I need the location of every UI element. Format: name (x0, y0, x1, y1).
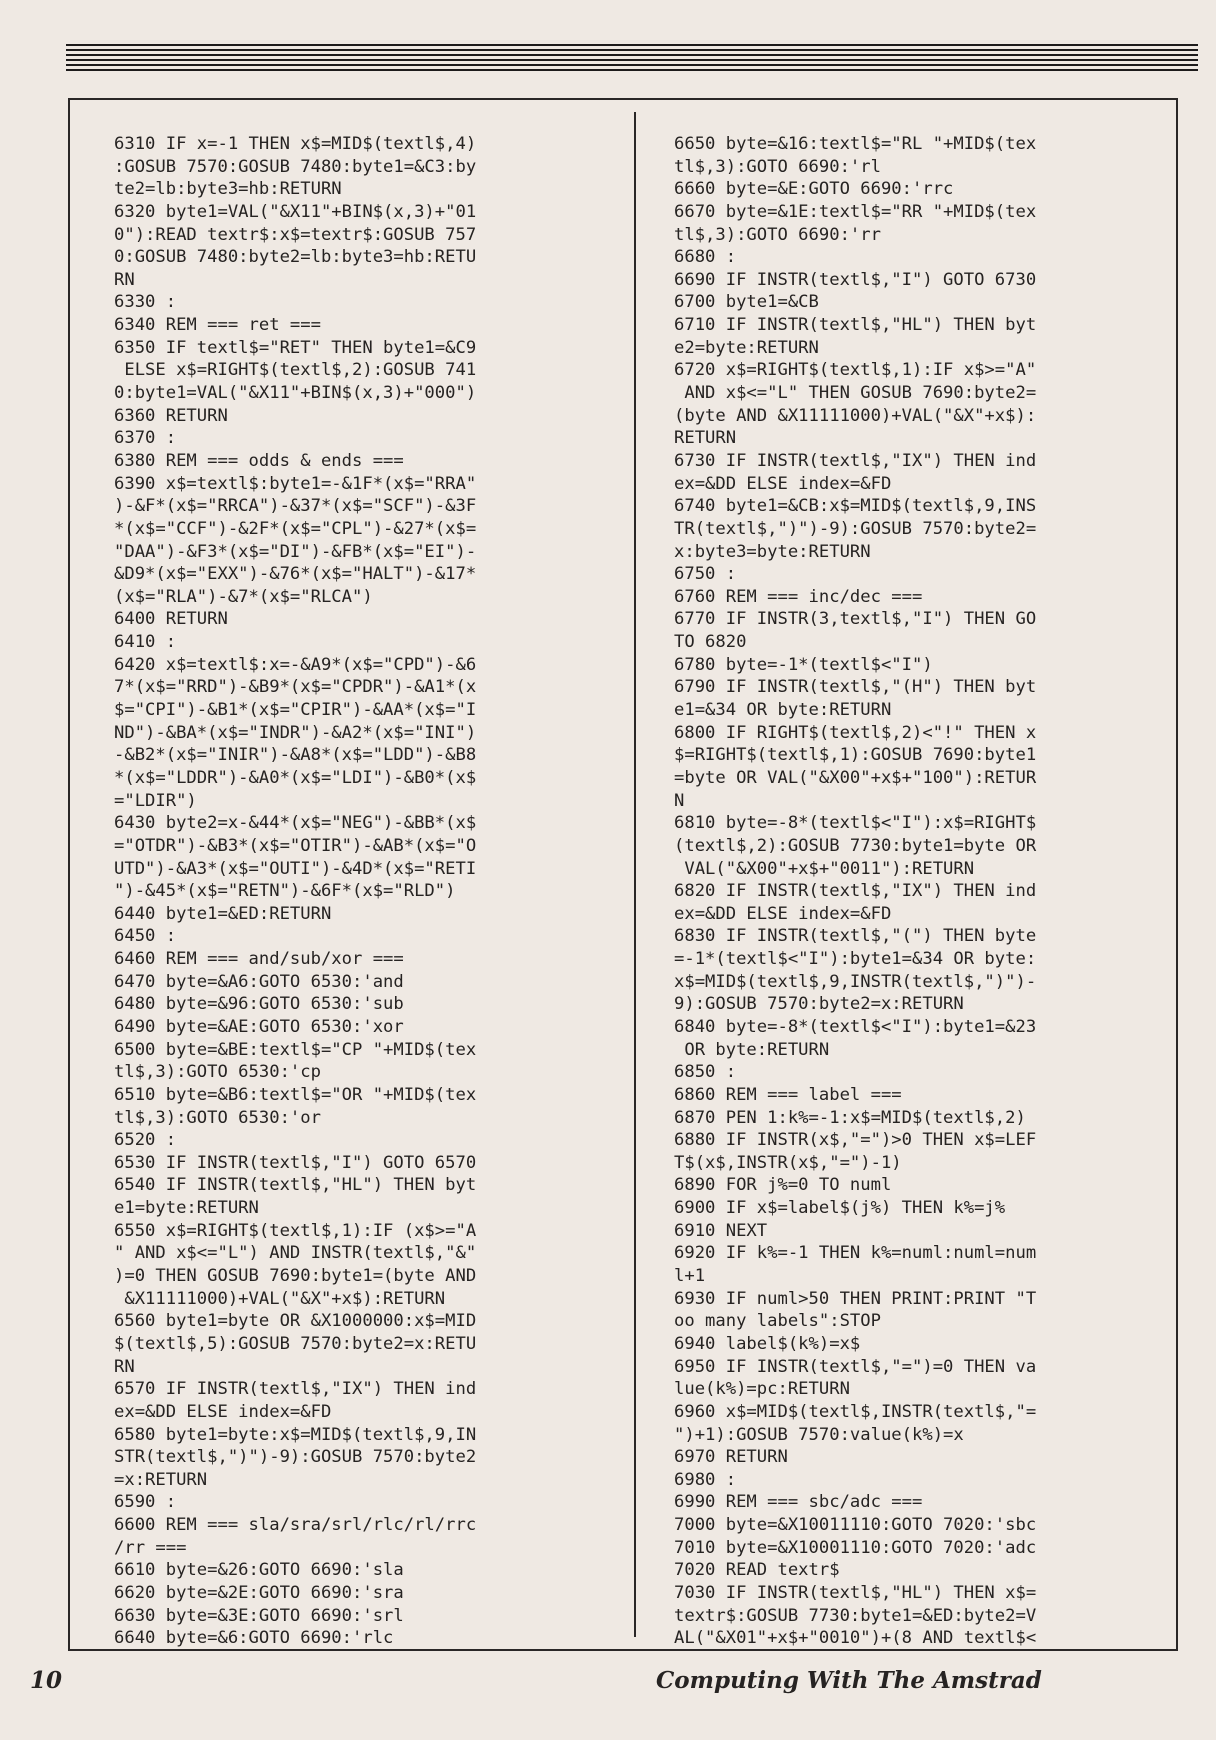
code-line: (x$="RLA")-&7*(x$="RLCA") (114, 586, 373, 607)
code-line: 6340 REM === ret === (114, 315, 321, 336)
code-line: RETURN (674, 428, 737, 449)
code-line: 6530 IF INSTR(textl$,"I") GOTO 6570 (114, 1152, 477, 1173)
code-line: 6470 byte=&A6:GOTO 6530:'and (114, 971, 404, 992)
code-line: ="LDIR") (114, 790, 197, 811)
code-line: 6480 byte=&96:GOTO 6530:'sub (114, 994, 404, 1015)
code-line: 6660 byte=&E:GOTO 6690:'rrc (674, 179, 954, 200)
code-line: l+1 (674, 1266, 706, 1287)
code-line: 6890 FOR j%=0 TO numl (674, 1175, 892, 1196)
code-line: 6520 : (114, 1130, 177, 1151)
code-line: 6620 byte=&2E:GOTO 6690:'sra (114, 1583, 404, 1603)
code-line: 9):GOSUB 7570:byte2=x:RETURN (674, 994, 964, 1015)
code-line: 6820 IF INSTR(textl$,"IX") THEN ind (674, 881, 1037, 902)
code-line: =byte OR VAL("&X00"+x$+"100"):RETUR (674, 767, 1037, 788)
code-line: e1=&34 OR byte:RETURN (674, 700, 892, 721)
code-line: 6760 REM === inc/dec === (674, 586, 923, 607)
code-line: $="CPI")-&B1*(x$="CPIR")-&AA*(x$="I (114, 700, 477, 721)
code-line: $(textl$,5):GOSUB 7570:byte2=x:RETU (114, 1333, 477, 1354)
code-line: 6490 byte=&AE:GOTO 6530:'xor (114, 1016, 404, 1037)
code-line: 6930 IF numl>50 THEN PRINT:PRINT "T (674, 1288, 1037, 1309)
code-line: 6780 byte=-1*(textl$<"I") (674, 654, 933, 675)
code-line: 6850 : (674, 1062, 737, 1083)
code-line: =x:RETURN (114, 1469, 208, 1490)
code-line: 6740 byte1=&CB:x$=MID$(textl$,9,INS (674, 496, 1037, 517)
code-line: ex=&DD ELSE index=&FD (114, 1401, 332, 1422)
code-line: 6710 IF INSTR(textl$,"HL") THEN byt (674, 315, 1037, 336)
listing-left-column (114, 133, 619, 1650)
code-line: 7030 IF INSTR(textl$,"HL") THEN x$= (674, 1583, 1037, 1603)
code-line: 6810 byte=-8*(textl$<"I"):x$=RIGHT$ (674, 813, 1037, 834)
code-line: 6680 : (674, 247, 737, 268)
code-line: :GOSUB 7570:GOSUB 7480:byte1=&C3:by (114, 156, 477, 177)
column-divider (634, 112, 636, 1637)
code-line: 6990 REM === sbc/adc === (674, 1492, 923, 1513)
code-line: oo many labels":STOP (674, 1311, 881, 1332)
code-line: 6800 IF RIGHT$(textl$,2)<"!" THEN x (674, 722, 1037, 743)
code-line: 6570 IF INSTR(textl$,"IX") THEN ind (114, 1379, 477, 1400)
code-line: 6580 byte1=byte:x$=MID$(textl$,9,IN (114, 1424, 477, 1445)
code-line: 6960 x$=MID$(textl$,INSTR(textl$,"= (674, 1401, 1037, 1422)
code-line: )-&F*(x$="RRCA")-&37*(x$="SCF")-&3F (114, 496, 477, 517)
code-line: 7020 READ textr$ (674, 1560, 840, 1581)
code-line: 6450 : (114, 926, 177, 947)
code-line: 6670 byte=&1E:textl$="RR "+MID$(tex (674, 201, 1037, 222)
code-line: 6600 REM === sla/sra/srl/rlc/rl/rrc (114, 1515, 477, 1536)
code-line: STR(textl$,")")-9):GOSUB 7570:byte2 (114, 1447, 477, 1468)
code-line: *(x$="LDDR")-&A0*(x$="LDI")-&B0*(x$ (114, 767, 477, 788)
code-line: x:byte3=byte:RETURN (674, 541, 871, 562)
code-line: 6860 REM === label === (674, 1084, 902, 1105)
code-line: 6790 IF INSTR(textl$,"(H") THEN byt (674, 677, 1037, 698)
code-line: 6370 : (114, 428, 177, 449)
code-line: 6630 byte=&3E:GOTO 6690:'srl (114, 1605, 404, 1626)
code-line: =-1*(textl$<"I"):byte1=&34 OR byte: (674, 949, 1037, 970)
code-line: /rr === (114, 1537, 187, 1558)
code-line: 6650 byte=&16:textl$="RL "+MID$(tex (674, 134, 1037, 154)
listing-right-column (674, 133, 1160, 1650)
code-line: 6360 RETURN (114, 405, 228, 426)
code-line: 6420 x$=textl$:x=-&A9*(x$="CPD")-&6 (114, 654, 477, 675)
code-line: 6460 REM === and/sub/xor === (114, 949, 404, 970)
code-line: 6500 byte=&BE:textl$="CP "+MID$(tex (114, 1039, 477, 1060)
code-line: 6400 RETURN (114, 609, 228, 630)
code-line: 7000 byte=&X10011110:GOTO 7020:'sbc (674, 1515, 1037, 1536)
code-line: ")+1):GOSUB 7570:value(k%)=x (674, 1424, 964, 1445)
code-line: &D9*(x$="EXX")-&76*(x$="HALT")-&17* (114, 564, 477, 585)
code-line: (byte AND &X11111000)+VAL("&X"+x$): (674, 405, 1037, 426)
code-line: 6350 IF textl$="RET" THEN byte1=&C9 (114, 337, 477, 358)
code-line: 6310 IF x=-1 THEN x$=MID$(textl$,4) (114, 134, 477, 154)
code-line: 6770 IF INSTR(3,textl$,"I") THEN GO (674, 609, 1037, 630)
code-line: T$(x$,INSTR(x$,"=")-1) (674, 1152, 902, 1173)
code-line: e1=byte:RETURN (114, 1198, 259, 1219)
code-line: ELSE x$=RIGHT$(textl$,2):GOSUB 741 (114, 360, 477, 381)
code-line: -&B2*(x$="INIR")-&A8*(x$="LDD")-&B8 (114, 745, 477, 766)
code-line: ex=&DD ELSE index=&FD (674, 473, 892, 494)
code-line: 6560 byte1=byte OR &X1000000:x$=MID (114, 1311, 477, 1332)
page-number: 10 (30, 1667, 63, 1694)
code-line: 6750 : (674, 564, 737, 585)
code-line: 7010 byte=&X10001110:GOTO 7020:'adc (674, 1537, 1037, 1558)
code-line: 6430 byte2=x-&44*(x$="NEG")-&BB*(x$ (114, 813, 477, 834)
code-line: AL("&X01"+x$+"0010")+(8 AND textl$< (674, 1628, 1037, 1649)
code-line: 6690 IF INSTR(textl$,"I") GOTO 6730 (674, 269, 1037, 290)
code-line: 6940 label$(k%)=x$ (674, 1333, 861, 1354)
code-line: $=RIGHT$(textl$,1):GOSUB 7690:byte1 (674, 745, 1037, 766)
magazine-title: Computing With The Amstrad (656, 1667, 1042, 1694)
code-line: 6380 REM === odds & ends === (114, 450, 404, 471)
code-line: UTD")-&A3*(x$="OUTI")-&4D*(x$="RETI (114, 858, 477, 879)
code-line: e2=byte:RETURN (674, 337, 819, 358)
code-line: VAL("&X00"+x$+"0011"):RETURN (674, 858, 975, 879)
code-line: 6610 byte=&26:GOTO 6690:'sla (114, 1560, 404, 1581)
code-line: "DAA")-&F3*(x$="DI")-&FB*(x$="EI")- (114, 541, 477, 562)
code-line: 6590 : (114, 1492, 177, 1513)
code-line: 6330 : (114, 292, 177, 313)
code-line: x$=MID$(textl$,9,INSTR(textl$,")")- (674, 971, 1037, 992)
code-line: TR(textl$,")")-9):GOSUB 7570:byte2= (674, 518, 1037, 539)
code-line: 0"):READ textr$:x$=textr$:GOSUB 757 (114, 224, 477, 245)
code-line: 6840 byte=-8*(textl$<"I"):byte1=&23 (674, 1016, 1037, 1037)
code-line: &X11111000)+VAL("&X"+x$):RETURN (114, 1288, 446, 1309)
code-line: tl$,3):GOTO 6530:'or (114, 1107, 321, 1128)
code-line: 6980 : (674, 1469, 737, 1490)
code-line: RN (114, 1356, 135, 1377)
code-line: 6440 byte1=&ED:RETURN (114, 903, 332, 924)
code-line: (textl$,2):GOSUB 7730:byte1=byte OR (674, 835, 1037, 856)
code-line: ND")-&BA*(x$="INDR")-&A2*(x$="INI") (114, 722, 477, 743)
code-line: 6320 byte1=VAL("&X11"+BIN$(x,3)+"01 (114, 201, 477, 222)
code-line: 6830 IF INSTR(textl$,"(") THEN byte (674, 926, 1037, 947)
code-line: 0:GOSUB 7480:byte2=lb:byte3=hb:RETU (114, 247, 477, 268)
code-line: 6540 IF INSTR(textl$,"HL") THEN byt (114, 1175, 477, 1196)
code-line: RN (114, 269, 135, 290)
code-line: 6970 RETURN (674, 1447, 788, 1468)
code-line: 6920 IF k%=-1 THEN k%=numl:numl=num (674, 1243, 1037, 1264)
code-line: tl$,3):GOTO 6530:'cp (114, 1062, 321, 1083)
header-rule (66, 44, 1198, 74)
code-line: 6510 byte=&B6:textl$="OR "+MID$(tex (114, 1084, 477, 1105)
code-line: ex=&DD ELSE index=&FD (674, 903, 892, 924)
code-line: 6910 NEXT (674, 1220, 768, 1241)
code-line: 6720 x$=RIGHT$(textl$,1):IF x$>="A" (674, 360, 1037, 381)
code-line: 6410 : (114, 632, 177, 653)
code-line: tl$,3):GOTO 6690:'rr (674, 224, 881, 245)
code-line: 0:byte1=VAL("&X11"+BIN$(x,3)+"000") (114, 383, 477, 404)
code-line: OR byte:RETURN (674, 1039, 830, 1060)
code-line: *(x$="CCF")-&2F*(x$="CPL")-&27*(x$= (114, 518, 477, 539)
code-line: te2=lb:byte3=hb:RETURN (114, 179, 342, 200)
code-line: textr$:GOSUB 7730:byte1=&ED:byte2=V (674, 1605, 1037, 1626)
code-line: ="OTDR")-&B3*(x$="OTIR")-&AB*(x$="O (114, 835, 477, 856)
code-line: 6950 IF INSTR(textl$,"=")=0 THEN va (674, 1356, 1037, 1377)
code-line: 6730 IF INSTR(textl$,"IX") THEN ind (674, 450, 1037, 471)
code-line: 6870 PEN 1:k%=-1:x$=MID$(textl$,2) (674, 1107, 1026, 1128)
code-line: tl$,3):GOTO 6690:'rl (674, 156, 881, 177)
code-line: 6900 IF x$=label$(j%) THEN k%=j% (674, 1198, 1006, 1219)
code-line: lue(k%)=pc:RETURN (674, 1379, 850, 1400)
code-line: ")-&45*(x$="RETN")-&6F*(x$="RLD") (114, 881, 456, 902)
code-line: 7*(x$="RRD")-&B9*(x$="CPDR")-&A1*(x (114, 677, 477, 698)
code-line: 6640 byte=&6:GOTO 6690:'rlc (114, 1628, 394, 1649)
code-line: 6880 IF INSTR(x$,"=")>0 THEN x$=LEF (674, 1130, 1037, 1151)
code-line: 6390 x$=textl$:byte1=-&1F*(x$="RRA" (114, 473, 477, 494)
code-line: 6700 byte1=&CB (674, 292, 819, 313)
code-line: 6550 x$=RIGHT$(textl$,1):IF (x$>="A (114, 1220, 477, 1241)
code-line: )=0 THEN GOSUB 7690:byte1=(byte AND (114, 1266, 477, 1287)
code-line: AND x$<="L" THEN GOSUB 7690:byte2= (674, 383, 1037, 404)
code-line: " AND x$<="L") AND INSTR(textl$,"&" (114, 1243, 477, 1264)
code-line: N (674, 790, 685, 811)
code-line: TO 6820 (674, 632, 747, 653)
